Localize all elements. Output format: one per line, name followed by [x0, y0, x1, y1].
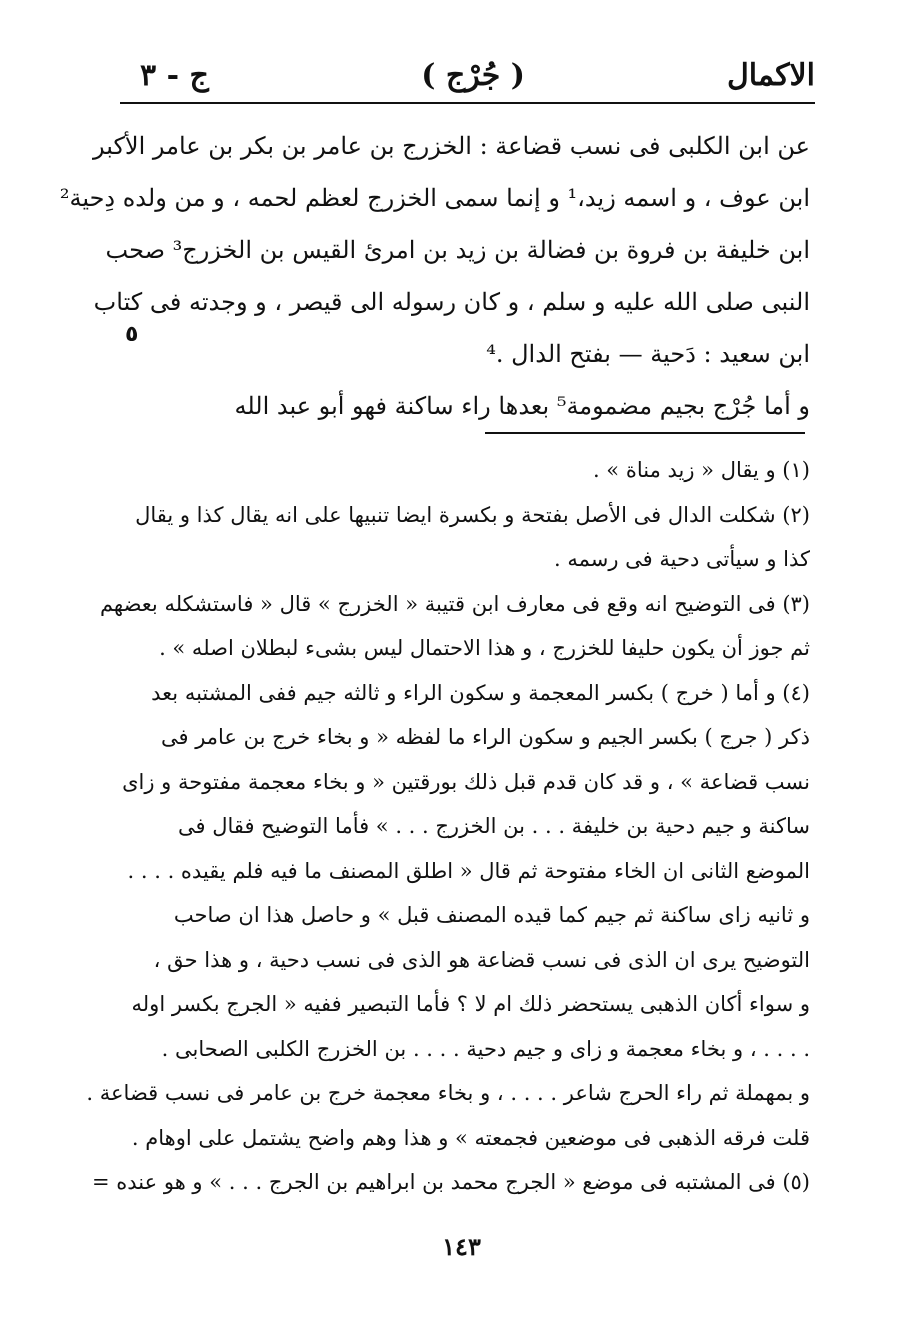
footnote-line: ذكر ( جرج ) بكسر الجيم و سكون الراء ما لفظه « و بخاء خرج بن عامر فى: [160, 725, 810, 749]
main-line: عن ابن الكلبى فى نسب قضاعة : الخزرج بن عامر بن بكر بن عامر الأكبر: [93, 132, 810, 160]
footnote-line: الموضع الثانى ان الخاء مفتوحة ثم قال « اطلق المصنف ما فيه فلم يقيده . . . .: [127, 858, 810, 883]
margin-line-number: ٥: [125, 322, 139, 347]
footnote-line: و ثانيه زاى ساكنة ثم جيم كما قيده المصنف قبل » و حاصل هذا ان صاحب: [173, 903, 810, 927]
footnote-line: نسب قضاعة » ، و قد كان قدم قبل ذلك بورقتين « و بخاء معجمة مفتوحة و زاى: [122, 769, 810, 794]
footnote-line: و بمهملة ثم راء الحرج شاعر . . . . ، و بخاء معجمة خرج بن عامر فى نسب قضاعة .: [86, 1081, 810, 1105]
footnote-line: ساكنة و جيم دحية بن خليفة . . . بن الخزرج . . . » فأما التوضيح فقال فى: [178, 814, 810, 838]
running-header: [110, 56, 815, 100]
main-line: ابن عوف ، و اسمه زيد،¹ و إنما سمى الخزرج لعظم لحمه ، و من ولده دِحية²: [59, 184, 810, 212]
main-line: و أما جُرْج بجيم مضمومة⁵ بعدها راء ساكنة فهو أبو عبد الله: [234, 392, 810, 420]
footnote-line: و سواء أكان الذهبى يستحضر ذلك ام لا ؟ فأما التبصير ففيه « الجرج بكسر اوله: [131, 992, 810, 1016]
main-line: ابن خليفة بن فروة بن فضالة بن زيد بن امرئ القيس بن الخزرج³ صحب: [105, 236, 810, 264]
footnotes: [86, 448, 810, 1205]
footnote-line: كذا و سيأتى دحية فى رسمه .: [553, 547, 810, 571]
footnote-rule: [485, 432, 805, 434]
header-rule: [120, 102, 815, 104]
header-entry-title: ( جُرْج ): [421, 58, 525, 93]
footnote-line: (٣) فى التوضيح انه وقع فى معارف ابن قتيبة « الخزرج » قال « فاستشكله بعضهم: [99, 591, 810, 616]
main-text: [59, 120, 810, 432]
footnote-line: ثم جوز أن يكون حليفا للخزرج ، و هذا الاحتمال ليس بشىء لبطلان اصله » .: [159, 636, 810, 660]
header-volume: ج - ٣: [140, 58, 209, 93]
footnote-line: (٢) شكلت الدال فى الأصل بفتحة و بكسرة ايضا تنبيها على انه يقال كذا و يقال: [135, 502, 810, 527]
footnote-line: (٥) فى المشتبه فى موضع « الجرج محمد بن ابراهيم بن الجرج . . . » و هو عنده =: [92, 1170, 810, 1194]
footnote-line: . . . . ، و بخاء معجمة و زاى و جيم دحية . . . . بن الخزرج الكلبى الصحابى .: [161, 1036, 810, 1061]
header-book-title: الاكمال: [726, 58, 815, 93]
page-number: ١٤٣: [442, 1232, 481, 1261]
footnote-line: قلت فرقه الذهبى فى موضعين فجمعته » و هذا وهم واضح يشتمل على اوهام .: [131, 1125, 810, 1150]
main-line: النبى صلى الله عليه و سلم ، و كان رسوله الى قيصر ، و وجدته فى كتاب: [93, 288, 810, 316]
main-line: ابن سعيد : دَحية — بفتح الدال .⁴: [486, 340, 810, 368]
footnote-line: (٤) و أما ( خرج ) بكسر المعجمة و سكون الراء و ثالثه جيم ففى المشتبه بعد: [151, 680, 810, 705]
footnote-line: (١) و يقال « زيد مناة » .: [592, 458, 810, 482]
footnote-line: التوضيح يرى ان الذى فى نسب قضاعة هو الذى فى نسب دحية ، و هذا حق ،: [153, 947, 810, 972]
